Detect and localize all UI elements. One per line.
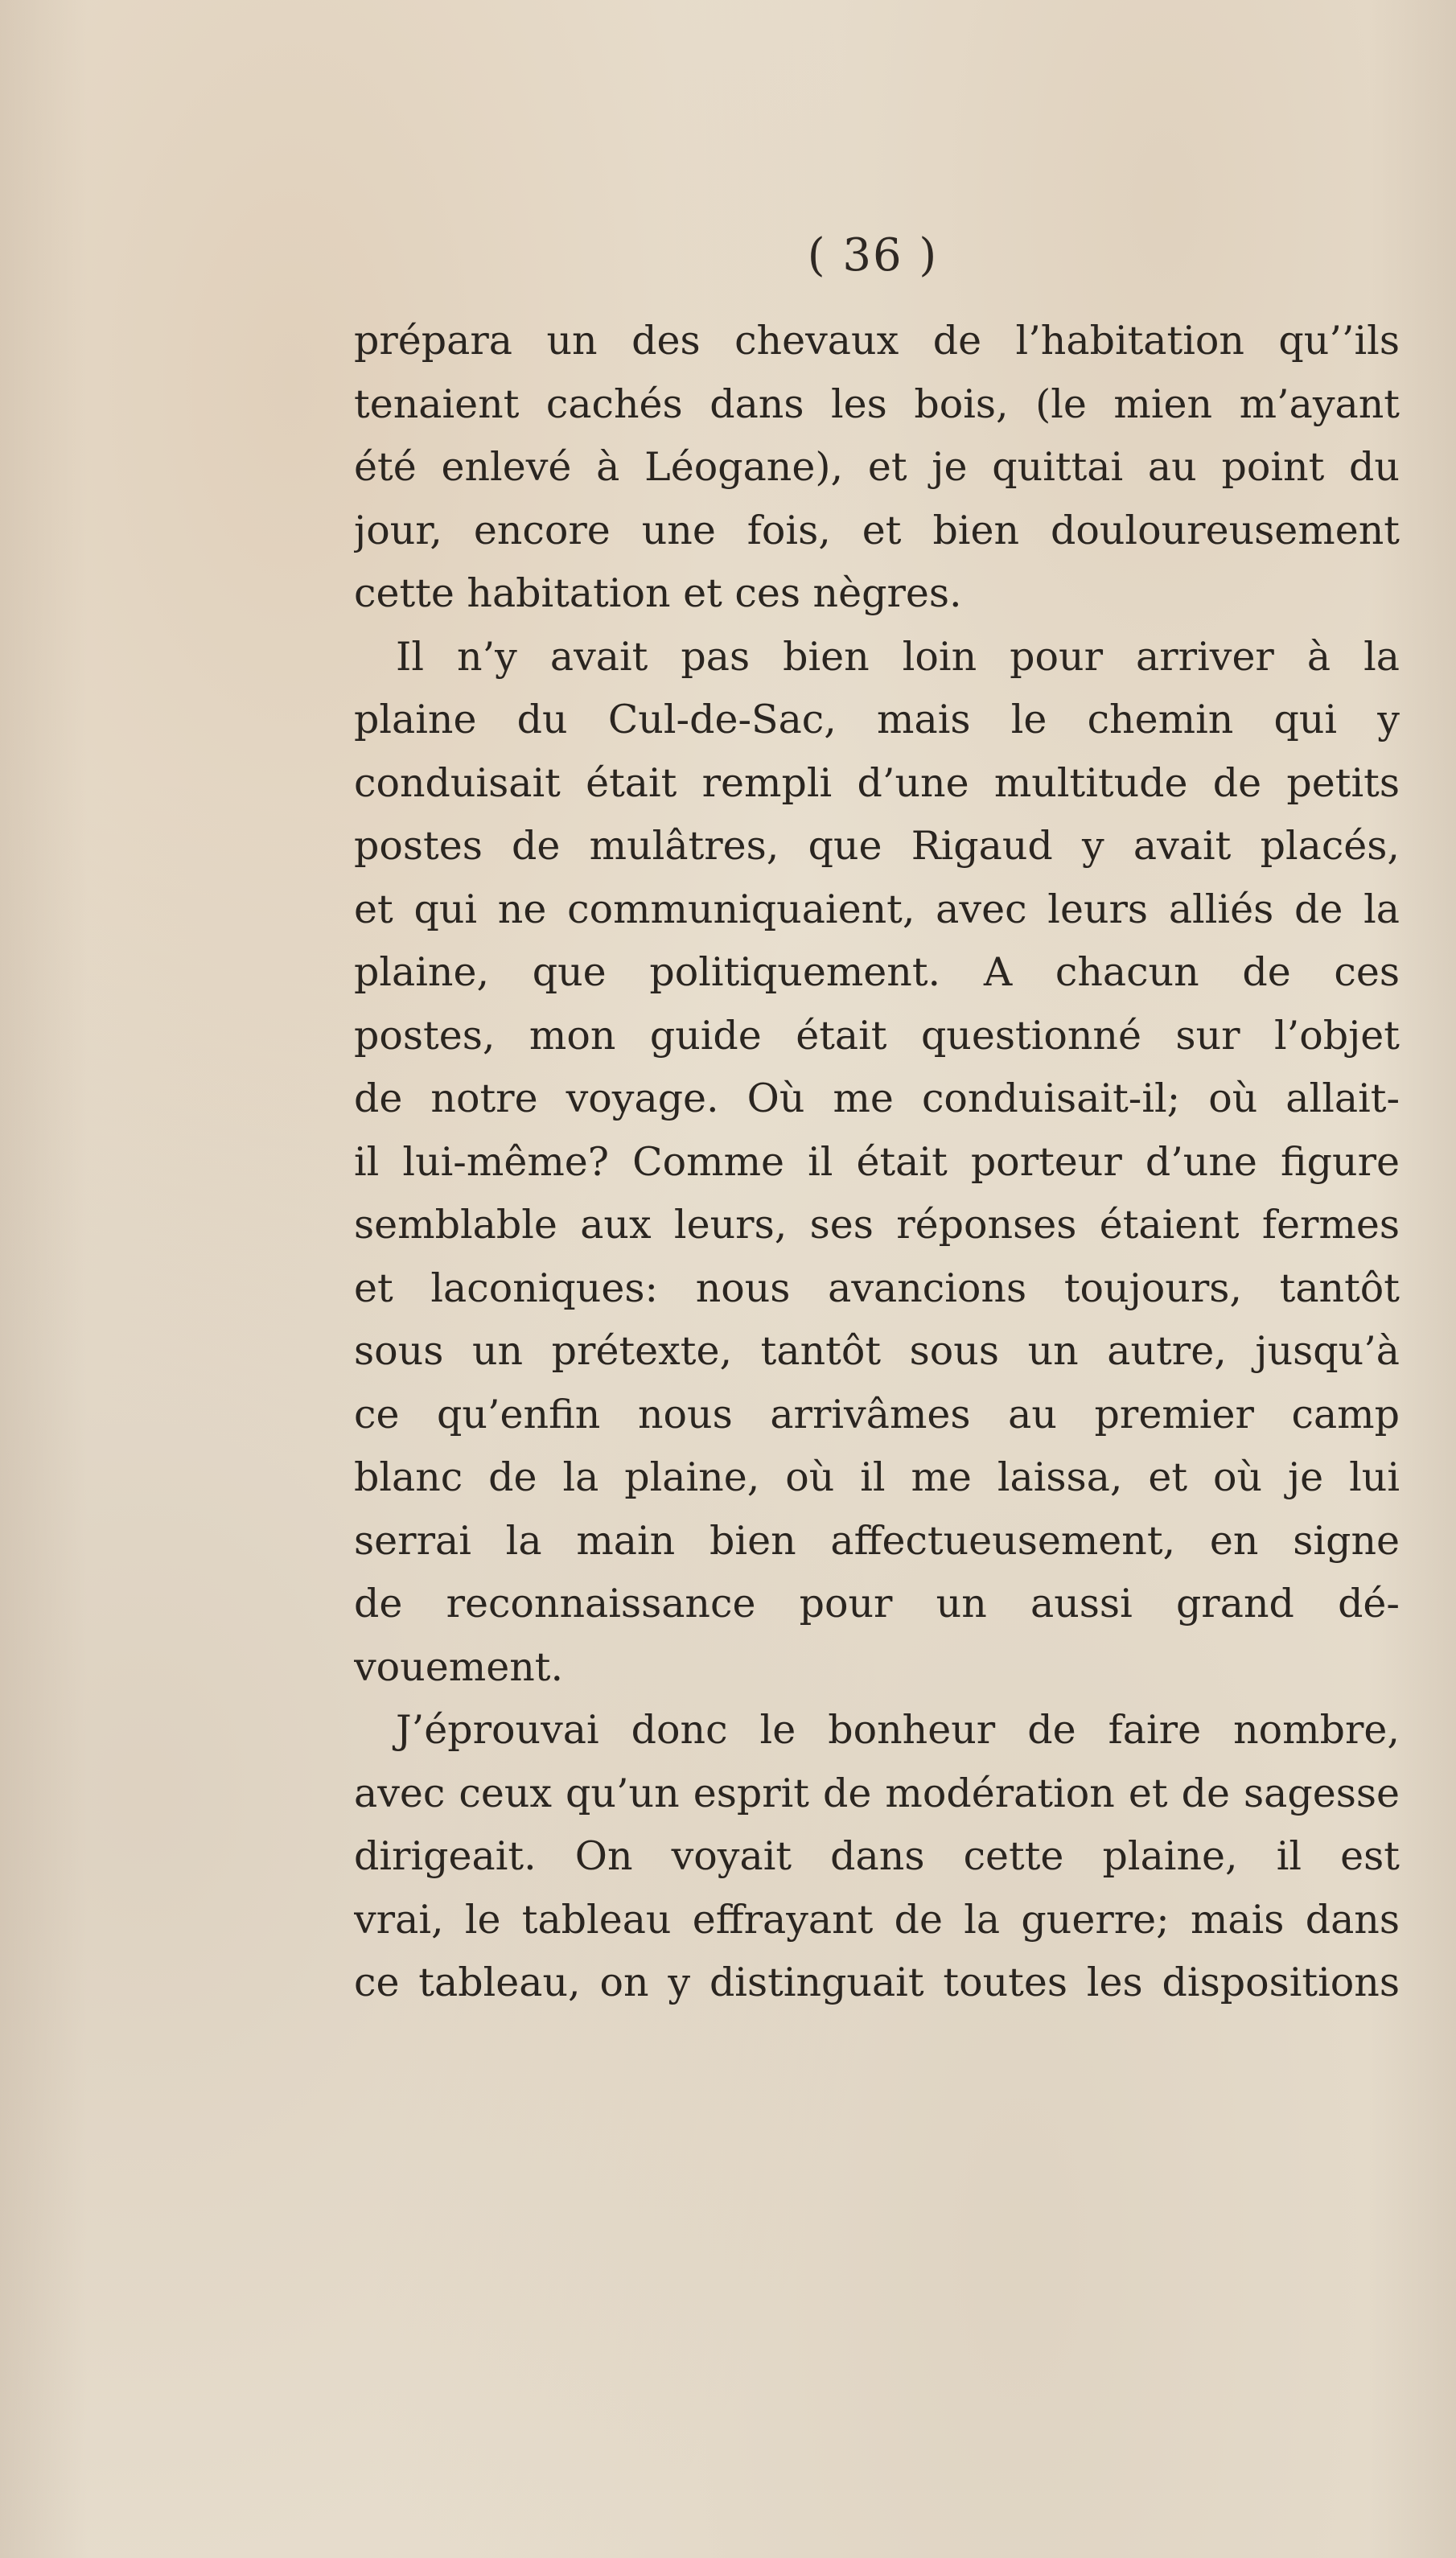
text-line: postes de mulâtres, que Rigaud y avait placés,	[354, 823, 1400, 869]
text-line: J’éprouvai donc le bonheur de faire nombre,	[396, 1707, 1400, 1753]
text-line: prépara un des chevaux de l’habitation qu’’ils	[354, 318, 1400, 364]
text-line: vouement.	[354, 1643, 564, 1690]
text-line: plaine du Cul-de-Sac, mais le chemin qui y	[354, 697, 1400, 742]
text-line: blanc de la plaine, où il me laissa, et où je lui	[354, 1454, 1400, 1500]
text-line: serrai la main bien affectueusement, en signe	[354, 1517, 1400, 1564]
text-line: semblable aux leurs, ses réponses étaient fermes	[354, 1202, 1400, 1248]
text-line: ce tableau, on y distinguait toutes les dispositions	[354, 1960, 1400, 2005]
text-line: dirigeait. On voyait dans cette plaine, il est	[354, 1833, 1400, 1879]
text-line: vrai, le tableau effrayant de la guerre; mais dans	[354, 1896, 1400, 1943]
text-line: de notre voyage. Où me conduisait-il; où allait-	[354, 1075, 1400, 1121]
page-number: ( 36 )	[807, 229, 939, 282]
text-line: été enlevé à Léogane), et je quittai au point du	[354, 444, 1400, 490]
text-line: avec ceux qu’un esprit de modération et de sagesse	[354, 1770, 1400, 1816]
text-line: plaine, que politiquement. A chacun de ces	[354, 949, 1400, 995]
body-text	[354, 310, 1400, 2015]
text-line: sous un prétexte, tantôt sous un autre, jusqu’à	[354, 1328, 1400, 1374]
text-line: tenaient cachés dans les bois, (le mien m’ayant	[354, 380, 1400, 427]
text-line: de reconnaissance pour un aussi grand dé-	[354, 1581, 1400, 1627]
text-line: jour, encore une fois, et bien douloureusement	[354, 507, 1400, 553]
text-line: postes, mon guide était questionné sur l’objet	[354, 1012, 1400, 1059]
text-line: Il n’y avait pas bien loin pour arriver à la	[396, 633, 1400, 680]
text-line: il lui-même? Comme il était porteur d’une figure	[354, 1138, 1400, 1185]
text-line: ce qu’enfin nous arrivâmes au premier camp	[354, 1391, 1400, 1437]
text-line: cette habitation et ces nègres.	[354, 570, 962, 616]
text-line: et laconiques: nous avancions toujours, tantôt	[354, 1265, 1400, 1311]
text-line: et qui ne communiquaient, avec leurs alliés de la	[354, 886, 1400, 932]
text-line: conduisait était rempli d’une multitude de petits	[354, 759, 1400, 806]
